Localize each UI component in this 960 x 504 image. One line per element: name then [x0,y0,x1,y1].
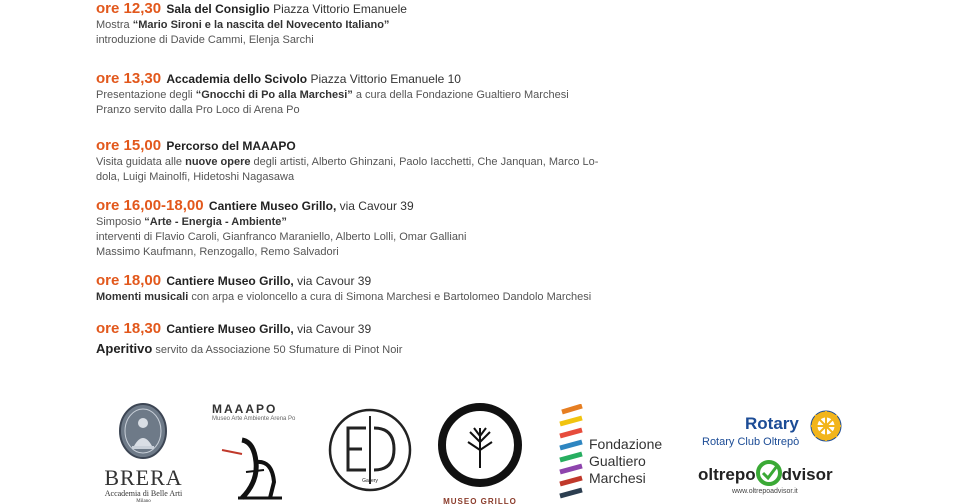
rotary-name: Rotary [745,414,799,433]
fondazione-marchesi-logo [556,404,686,500]
event-venue: Cantiere Museo Grillo, [166,274,294,288]
event-description-line: Mostra “Mario Sironi e la nascita del Novecento Italiano” [96,19,390,31]
fondazione-line: Fondazione [589,436,663,452]
oltrepo-pre: oltrepo [698,465,756,484]
sponsor-logos [0,392,960,504]
oltrepo-url: www.oltrepoadvisor.it [732,488,798,495]
brera-name: BRERA [104,465,183,490]
event-address: via Cavour 39 [293,322,372,336]
event-time: ore 18,30 [96,320,162,337]
brera-seal-icon [96,402,191,460]
event-address: Piazza Vittorio Emanuele 10 [307,72,461,86]
rotary-wheel-icon [808,408,844,444]
event-description-line: introduzione di Davide Cammi, Elenja Sarchi [96,34,314,46]
aperitivo-title: Aperitivo [96,341,153,356]
event-item [96,272,696,305]
grillo-name: MUSEO GRILLO [443,497,517,504]
event-item [96,70,696,118]
event-description-line: Aperitivo servito da Associazione 50 Sfumature di Pinot Noir [96,341,403,356]
event-time: ore 12,30 [96,0,162,17]
event-address: Piazza Vittorio Emanuele [269,2,407,16]
brera-city: Milano [136,499,151,504]
event-description-line: Visita guidata alle nuove opere degli artisti, Alberto Ghinzani, Paolo Iacchetti, Che Janquan, Marco Lo- [96,156,599,168]
museo-grillo-logo [438,402,522,502]
event-venue: Percorso del MAAAPO [166,139,296,153]
brera-sub: Accademia di Belle Arti [104,489,183,498]
event-item [96,197,696,260]
event-venue: Cantiere Museo Grillo, [166,322,294,336]
grillo-tree-icon [438,402,522,488]
event-venue: Accademia dello Scivolo [166,72,308,86]
event-item [96,320,696,358]
event-address: via Cavour 39 [336,199,414,213]
event-description-line: Massimo Kaufmann, Renzogallo, Remo Salvadori [96,246,339,258]
event-item [96,0,696,48]
brera-logo [96,402,191,502]
event-description-line: dola, Luigi Mainolfi, Hidetoshi Nagasawa [96,171,295,183]
oltrepo-advisor-logo [698,456,858,500]
oltrepo-post: dvisor [781,465,833,484]
event-time: ore 18,00 [96,272,162,289]
rotary-sub: Rotary Club Oltrepò [702,436,800,448]
event-time: ore 15,00 [96,137,162,154]
fondazione-line: Marchesi [589,470,646,486]
fondazione-stripes-icon [556,404,588,500]
event-description-line: interventi di Flavio Caroli, Gianfranco Maraniello, Alberto Lolli, Omar Galliani [96,231,467,243]
event-venue: Sala del Consiglio [166,2,270,16]
event-description-line: Momenti musicali con arpa e violoncello a cura di Simona Marchesi e Bartolomeo Dandolo Marchesi [96,291,592,303]
oltrepo-check-icon [756,460,782,486]
event-description-line: Simposio “Arte - Energia - Ambiente” [96,216,287,228]
ed-gallery-logo [326,406,414,494]
maaapo-name: MAAAPO [212,402,278,416]
rotary-logo [700,406,850,450]
event-venue: Cantiere Museo Grillo, [208,199,337,213]
maaapo-sub: Museo Arte Ambiente Arena Po [212,416,296,422]
ed-sub: Gallery [362,478,378,484]
maaapo-logo [212,402,312,502]
event-time: ore 16,00-18,00 [96,197,204,214]
event-description-line: Presentazione degli “Gnocchi di Po alla Marchesi” a cura della Fondazione Gualtiero Marchesi [96,89,569,101]
maaapo-sculpture-icon [212,422,312,502]
fondazione-line: Gualtiero [589,453,646,469]
event-address: via Cavour 39 [293,274,372,288]
event-item [96,137,696,185]
event-description-line: Pranzo servito dalla Pro Loco di Arena Po [96,104,300,116]
event-time: ore 13,30 [96,70,162,87]
